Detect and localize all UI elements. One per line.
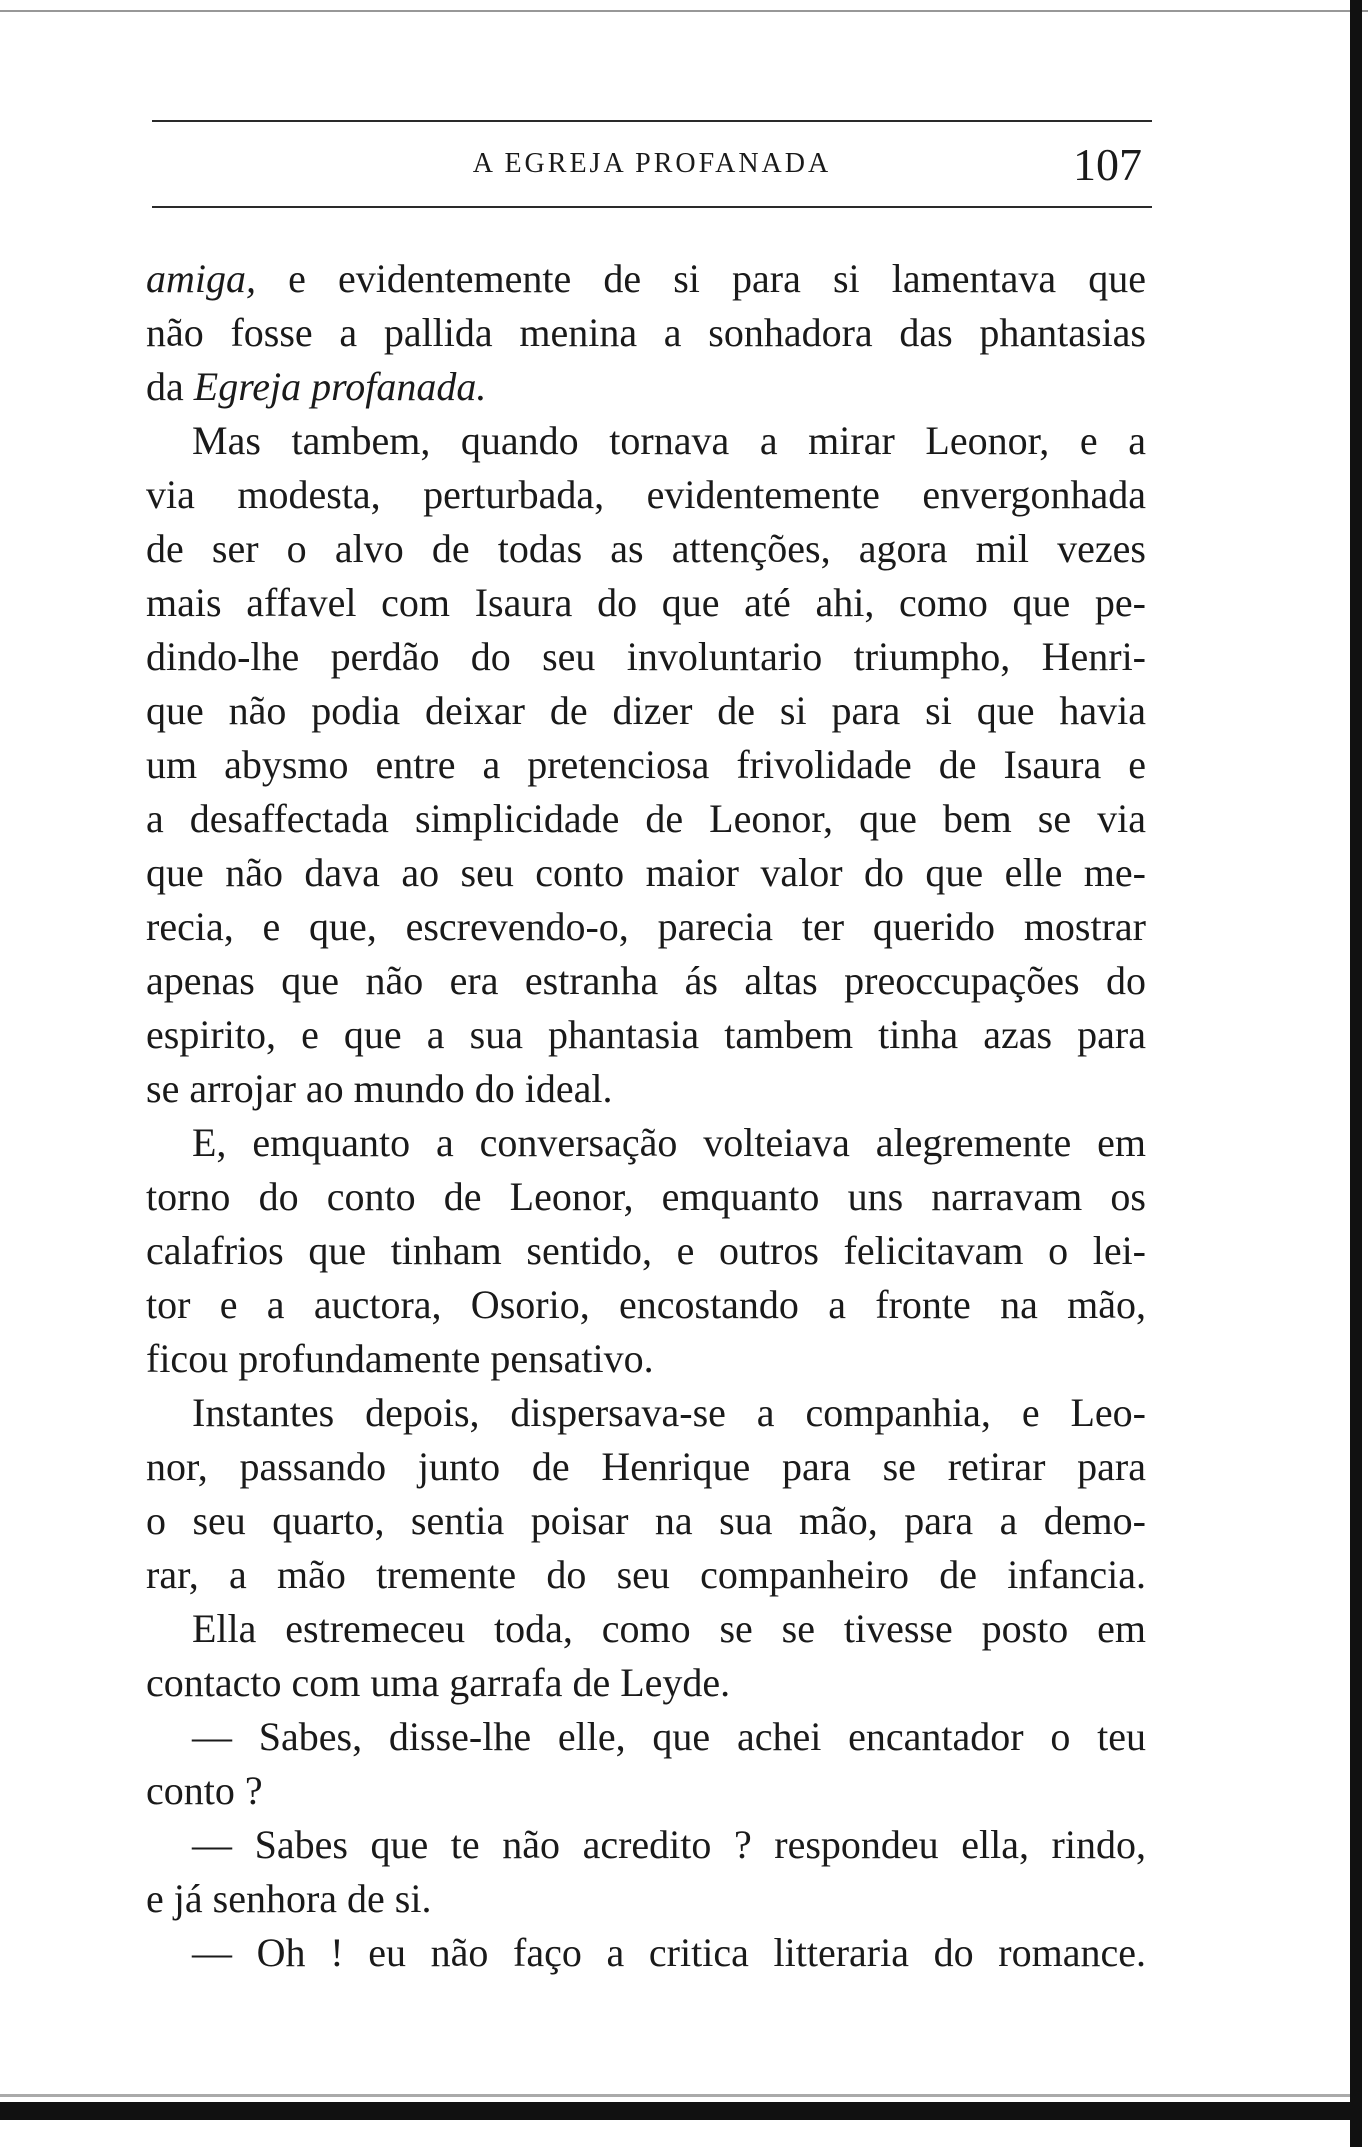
- dialogue-line: — Sabes, disse-lhe elle, que achei encantador o teu: [192, 1714, 1146, 1759]
- running-head: [152, 138, 1152, 198]
- text-line: conto ?: [146, 1768, 263, 1813]
- text-line: rar, a mão tremente do seu companheiro de infancia.: [146, 1552, 1146, 1597]
- text-line: e já senhora de si.: [146, 1876, 432, 1921]
- header-rule-top: [152, 120, 1152, 122]
- text-line: [146, 360, 1146, 414]
- paragraph-first-line: Ella estremeceu toda, como se se tivesse posto em: [192, 1606, 1146, 1651]
- text-line: via modesta, perturbada, evidentemente envergonhada: [146, 472, 1146, 517]
- text-line: que não dava ao seu conto maior valor do que elle me-: [146, 850, 1146, 895]
- scan-bottom-thin-line: [0, 2094, 1350, 2097]
- scan-bottom-edge-shadow: [0, 2102, 1350, 2120]
- paragraph-first-line: Mas tambem, quando tornava a mirar Leonor, e a: [192, 418, 1146, 463]
- dialogue-line: — Oh ! eu não faço a critica litteraria do romance.: [192, 1930, 1146, 1975]
- text-line: tor e a auctora, Osorio, encostando a fronte na mão,: [146, 1282, 1146, 1327]
- text-line: dindo-lhe perdão do seu involuntario triumpho, Henri-: [146, 634, 1146, 679]
- italic-title-egreja-profanada: Egreja profanada.: [193, 364, 487, 409]
- text-line: de ser o alvo de todas as attenções, agora mil vezes: [146, 526, 1146, 571]
- header-rule-bottom: [152, 206, 1152, 208]
- page-number: 107: [1073, 139, 1142, 190]
- scan-top-edge-line: [0, 10, 1368, 12]
- text-line: [146, 252, 1146, 306]
- text-line-rest: e evidentemente de si para si lamentava que: [256, 256, 1146, 301]
- text-line: apenas que não era estranha ás altas preoccupações do: [146, 958, 1146, 1003]
- text-line: que não podia deixar de dizer de si para si que havia: [146, 688, 1146, 733]
- running-title: A EGREJA PROFANADA: [472, 148, 832, 179]
- body-text: [146, 252, 1146, 1980]
- text-line: não fosse a pallida menina a sonhadora das phantasias: [146, 310, 1146, 355]
- text-line: se arrojar ao mundo do ideal.: [146, 1066, 613, 1111]
- text-line-start: da: [146, 364, 194, 409]
- scan-right-edge-shadow: [1350, 0, 1362, 2147]
- text-line: o seu quarto, sentia poisar na sua mão, para a demo-: [146, 1498, 1146, 1543]
- text-line: ficou profundamente pensativo.: [146, 1336, 654, 1381]
- text-line: mais affavel com Isaura do que até ahi, como que pe-: [146, 580, 1146, 625]
- text-line: um abysmo entre a pretenciosa frivolidade de Isaura e: [146, 742, 1146, 787]
- italic-word-amiga: amiga,: [146, 256, 256, 301]
- paragraph-first-line: E, emquanto a conversação volteiava alegremente em: [192, 1120, 1146, 1165]
- text-line: recia, e que, escrevendo-o, parecia ter querido mostrar: [146, 904, 1146, 949]
- text-line: espirito, e que a sua phantasia tambem tinha azas para: [146, 1012, 1146, 1057]
- text-line: a desaffectada simplicidade de Leonor, que bem se via: [146, 796, 1146, 841]
- paragraph-first-line: Instantes depois, dispersava-se a companhia, e Leo-: [192, 1390, 1146, 1435]
- text-line: nor, passando junto de Henrique para se retirar para: [146, 1444, 1146, 1489]
- text-line: contacto com uma garrafa de Leyde.: [146, 1660, 731, 1705]
- text-line: torno do conto de Leonor, emquanto uns narravam os: [146, 1174, 1146, 1219]
- dialogue-line: — Sabes que te não acredito ? respondeu ella, rindo,: [192, 1822, 1146, 1867]
- text-line: calafrios que tinham sentido, e outros felicitavam o lei-: [146, 1228, 1146, 1273]
